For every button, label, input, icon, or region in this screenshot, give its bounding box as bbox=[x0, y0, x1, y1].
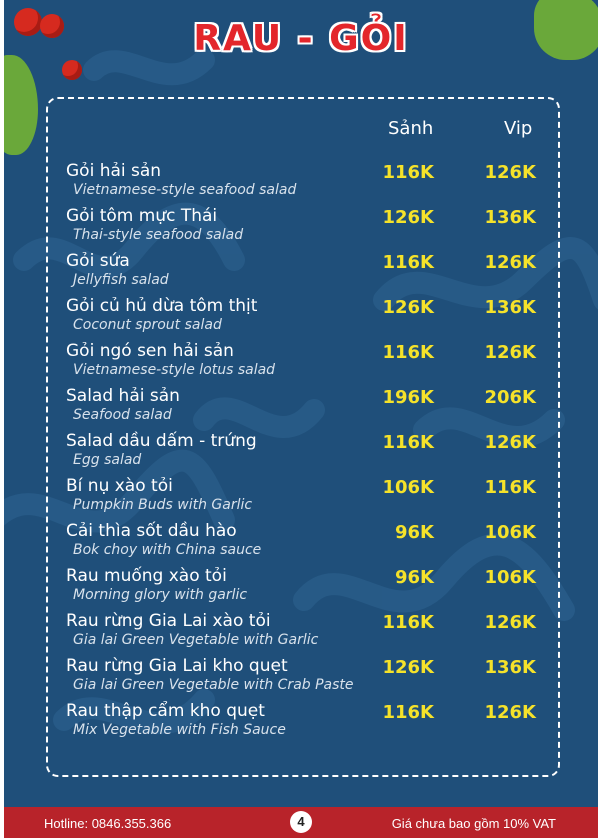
dish-name-vi: Bí nụ xào tỏi bbox=[66, 476, 173, 496]
dish-name-vi: Rau thập cẩm kho quẹt bbox=[66, 701, 265, 721]
price-hall: 96K bbox=[395, 522, 434, 543]
dish-name-vi: Rau rừng Gia Lai xào tỏi bbox=[66, 611, 271, 631]
dish-name-en: Seafood salad bbox=[73, 407, 172, 423]
dish-name-en: Jellyfish salad bbox=[73, 272, 169, 288]
dish-name-en: Gia lai Green Vegetable with Garlic bbox=[73, 632, 319, 648]
price-hall: 116K bbox=[382, 612, 434, 633]
dish-name-vi: Salad hải sản bbox=[66, 386, 180, 406]
menu-item bbox=[4, 161, 598, 206]
dish-name-en: Thai-style seafood salad bbox=[73, 227, 244, 243]
price-vip: 136K bbox=[484, 297, 536, 318]
price-hall: 106K bbox=[382, 477, 434, 498]
dish-name-vi: Cải thìa sốt dầu hào bbox=[66, 521, 237, 541]
menu-item bbox=[4, 611, 598, 656]
menu-item bbox=[4, 386, 598, 431]
price-hall: 116K bbox=[382, 342, 434, 363]
page-title: RAU - GỎI bbox=[193, 18, 409, 59]
dish-name-vi: Rau rừng Gia Lai kho quẹt bbox=[66, 656, 288, 676]
menu-item bbox=[4, 431, 598, 476]
column-header-hall: Sảnh bbox=[388, 118, 434, 139]
footer-bar bbox=[4, 807, 598, 838]
dish-name-en: Morning glory with garlic bbox=[73, 587, 248, 603]
dish-name-en: Egg salad bbox=[73, 452, 142, 468]
menu-item bbox=[4, 476, 598, 521]
menu-item bbox=[4, 251, 598, 296]
menu-item bbox=[4, 206, 598, 251]
price-hall: 126K bbox=[382, 207, 434, 228]
price-vip: 126K bbox=[484, 162, 536, 183]
menu-item bbox=[4, 656, 598, 701]
price-vip: 106K bbox=[484, 522, 536, 543]
price-hall: 116K bbox=[382, 702, 434, 723]
menu-item bbox=[4, 701, 598, 746]
dish-name-vi: Gỏi tôm mực Thái bbox=[66, 206, 218, 226]
dish-name-vi: Rau muống xào tỏi bbox=[66, 566, 227, 586]
price-vip: 116K bbox=[484, 477, 536, 498]
price-vip: 206K bbox=[484, 387, 536, 408]
tomato-decoration bbox=[62, 60, 82, 80]
dish-name-en: Mix Vegetable with Fish Sauce bbox=[73, 722, 286, 738]
menu-item bbox=[4, 521, 598, 566]
menu-item bbox=[4, 566, 598, 611]
price-hall: 126K bbox=[382, 297, 434, 318]
dish-name-en: Vietnamese-style lotus salad bbox=[73, 362, 276, 378]
column-header-vip: Vip bbox=[504, 118, 533, 139]
menu-item bbox=[4, 341, 598, 386]
price-vip: 136K bbox=[484, 207, 536, 228]
dish-name-en: Gia lai Green Vegetable with Crab Paste bbox=[73, 677, 354, 693]
price-hall: 196K bbox=[382, 387, 434, 408]
price-vip: 126K bbox=[484, 702, 536, 723]
price-vip: 106K bbox=[484, 567, 536, 588]
vat-note: Giá chưa bao gồm 10% VAT bbox=[391, 816, 556, 831]
dish-name-vi: Gỏi hải sản bbox=[66, 161, 162, 181]
dish-name-vi: Gỏi sứa bbox=[66, 251, 130, 271]
price-vip: 126K bbox=[484, 252, 536, 273]
price-vip: 126K bbox=[484, 612, 536, 633]
dish-name-en: Coconut sprout salad bbox=[73, 317, 222, 333]
price-hall: 126K bbox=[382, 657, 434, 678]
price-vip: 126K bbox=[484, 432, 536, 453]
page-number: 4 bbox=[290, 811, 312, 833]
price-hall: 116K bbox=[382, 252, 434, 273]
dish-name-en: Vietnamese-style seafood salad bbox=[73, 182, 297, 198]
price-hall: 116K bbox=[382, 162, 434, 183]
dish-name-vi: Gỏi củ hủ dừa tôm thịt bbox=[66, 296, 258, 316]
price-hall: 96K bbox=[395, 567, 434, 588]
price-hall: 116K bbox=[382, 432, 434, 453]
menu-page bbox=[4, 0, 598, 838]
price-vip: 126K bbox=[484, 342, 536, 363]
dish-name-vi: Gỏi ngó sen hải sản bbox=[66, 341, 234, 361]
menu-item bbox=[4, 296, 598, 341]
price-vip: 136K bbox=[484, 657, 536, 678]
dish-name-vi: Salad dầu dấm - trứng bbox=[66, 431, 257, 451]
dish-name-en: Bok choy with China sauce bbox=[73, 542, 262, 558]
dish-name-en: Pumpkin Buds with Garlic bbox=[73, 497, 253, 513]
hotline-text: Hotline: 0846.355.366 bbox=[44, 816, 172, 831]
